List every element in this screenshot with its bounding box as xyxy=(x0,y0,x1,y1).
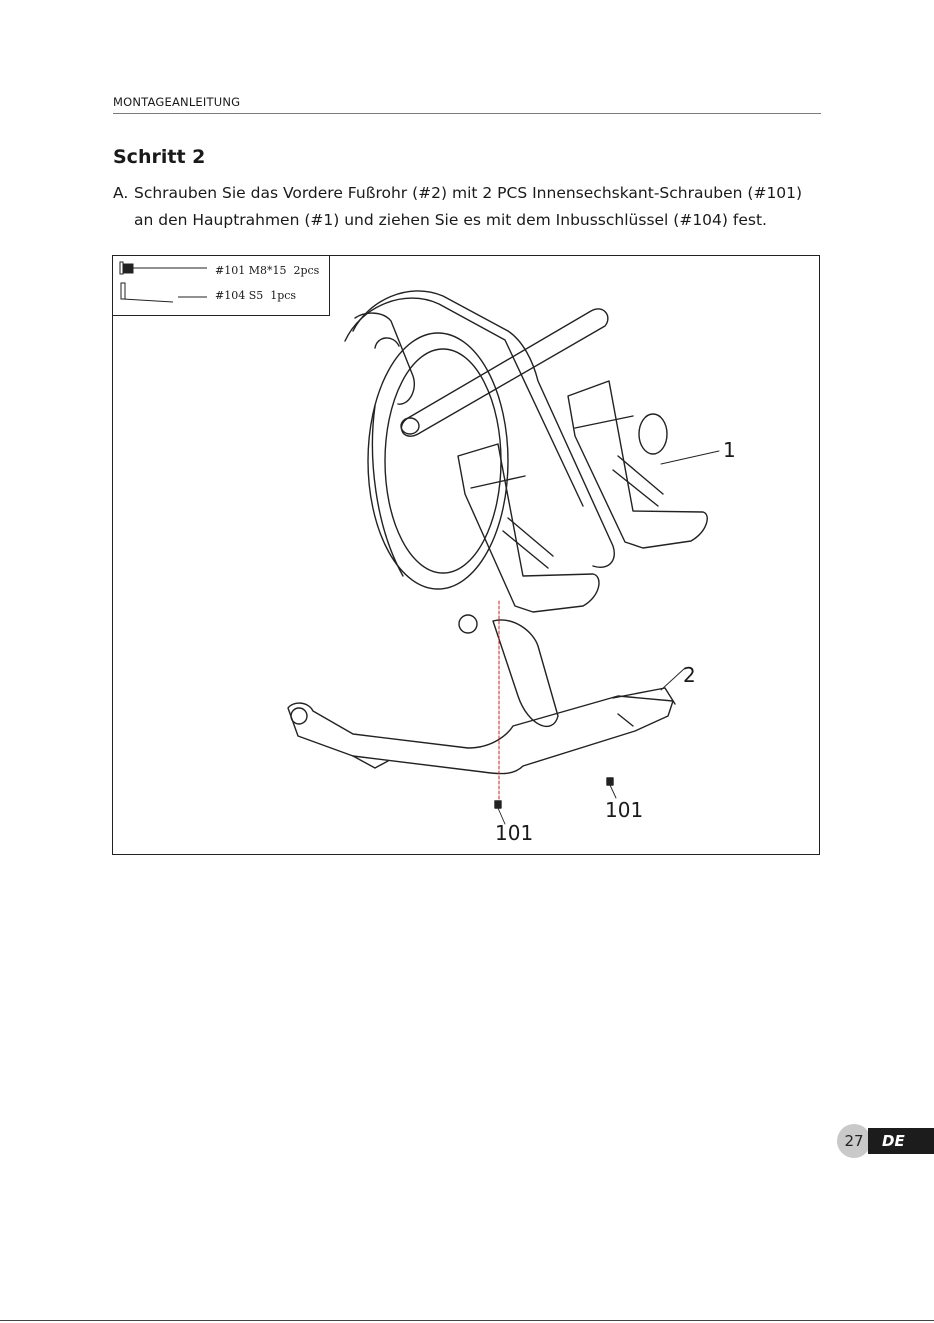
allen-key-icon xyxy=(121,283,207,302)
header-divider xyxy=(113,113,821,114)
bottom-divider xyxy=(0,1320,934,1321)
post-wheel xyxy=(459,615,477,633)
tower-left xyxy=(355,313,414,404)
rear-frame-outline xyxy=(353,291,614,567)
callout-front-tube: 2 xyxy=(683,663,696,687)
callout-1-leader xyxy=(661,451,719,464)
callout-2-leader xyxy=(661,668,685,690)
right-footrest xyxy=(568,381,707,548)
parts-list-box xyxy=(112,255,330,316)
tower-window xyxy=(375,338,399,348)
step-title: Schritt 2 xyxy=(113,146,206,168)
handle-end xyxy=(401,418,419,434)
part-104-label: #104 S5 1pcs xyxy=(215,289,297,302)
callout-main-frame: 1 xyxy=(723,438,736,462)
part-101-label: #101 M8*15 2pcs xyxy=(215,264,320,277)
rowing-machine-drawing xyxy=(113,256,821,856)
water-tank-inner xyxy=(385,349,501,573)
front-foot-tube xyxy=(288,696,673,774)
language-tab: DE xyxy=(868,1128,934,1154)
step-instruction xyxy=(113,180,833,234)
section-header: MONTAGEANLEITUNG xyxy=(113,95,241,109)
instruction-line-1 xyxy=(113,180,833,207)
bolt-right-icon xyxy=(607,778,616,798)
callout-bolt-left: 101 xyxy=(495,821,534,845)
bracket-2 xyxy=(613,688,675,726)
assembly-figure xyxy=(112,255,820,855)
page-number: 27 xyxy=(837,1124,871,1158)
instruction-text-2: an den Hauptrahmen (#1) und ziehen Sie es mit dem Inbusschlüssel (#104) fest. xyxy=(134,211,767,229)
front-wheel xyxy=(291,708,307,724)
instruction-marker: A. xyxy=(113,184,129,202)
callout-bolt-right: 101 xyxy=(605,798,644,822)
hex-bolt-icon xyxy=(120,262,207,274)
instruction-text-1: Schrauben Sie das Vordere Fußrohr (#2) mit 2 PCS Innensechskant-Schrauben (#101) xyxy=(134,184,803,202)
support-post xyxy=(493,620,558,726)
left-strap xyxy=(471,476,553,568)
right-handle-loop xyxy=(639,414,667,454)
